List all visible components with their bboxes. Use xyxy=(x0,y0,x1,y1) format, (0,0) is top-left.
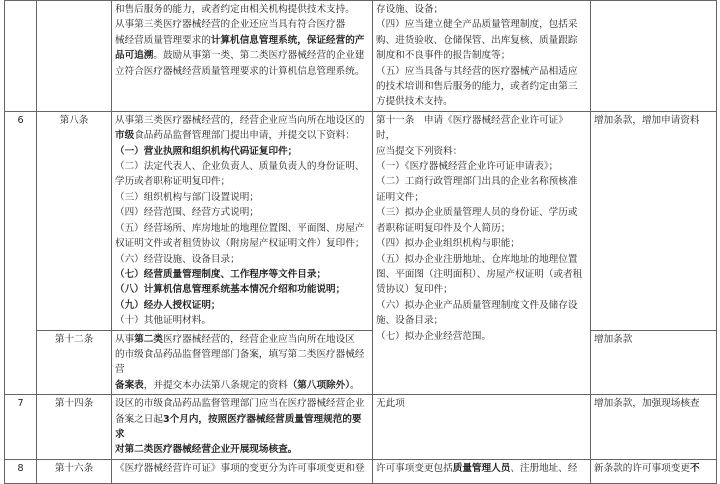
text-line xyxy=(376,329,587,344)
text-line xyxy=(115,347,369,378)
text-line xyxy=(115,190,369,205)
text-segment: （二）法定代表人、企业负责人、质量负责人的身份证明、 xyxy=(115,161,365,173)
table-row xyxy=(5,330,717,395)
text-segment: 的市级食品药品监督管理部门备案，填写第二类医疗器械经营 xyxy=(115,348,365,376)
old-regulation-text-cell xyxy=(373,111,591,394)
text-segment: 许可事项变更包括 xyxy=(376,462,453,474)
text-segment: 图、平面图（注明面积）、房屋产权证明（或者租 xyxy=(376,268,583,280)
article-cell: 第十四条 xyxy=(37,395,112,460)
text-segment: ，并提交本办法第八条规定的资料 xyxy=(143,379,288,391)
article-cell: 第八条 xyxy=(37,111,112,330)
text-segment: 。 xyxy=(350,379,360,391)
table-row xyxy=(5,395,717,460)
text-segment: （一）《医疗器械经营企业许可证申请表》； xyxy=(376,161,559,173)
text-line xyxy=(115,174,369,189)
text-line xyxy=(376,48,587,63)
text-segment: 。鼓励从事第一类、第二类医疗器械经营的企业建 xyxy=(153,50,365,62)
text-line xyxy=(376,267,587,282)
text-line xyxy=(115,412,369,443)
text-line xyxy=(115,267,369,282)
text-segment: （十）其他证明材料。 xyxy=(115,315,211,327)
text-line xyxy=(115,396,369,411)
bold-text: 3个月内，按照医疗器械经营质量管理规范的要求 xyxy=(115,413,362,440)
change-note-cell xyxy=(591,459,717,483)
text-line xyxy=(376,159,587,174)
bold-text: （八）计算机信息管理系统基本情况介绍和功能说明； xyxy=(115,284,346,296)
text-line xyxy=(376,313,587,328)
row-number-cell: 8 xyxy=(5,459,37,483)
text-segment: 制度和不良事件的报告制度等； xyxy=(376,50,511,62)
text-segment: （四）经营范围、经营方式说明； xyxy=(115,207,259,219)
text-line xyxy=(115,313,369,328)
text-line xyxy=(115,33,369,48)
new-regulation-text-cell xyxy=(112,111,373,330)
text-line xyxy=(376,17,587,32)
bold-text: 计算机信息管理系统，保证经营的产 xyxy=(210,34,365,46)
text-line xyxy=(376,190,587,205)
text-line xyxy=(376,282,587,297)
text-segment: 应当提交下列资料： xyxy=(376,145,463,157)
text-line xyxy=(376,144,587,159)
text-segment: 食品药品监督管理部门提出申请，并提交以下资料： xyxy=(134,130,355,142)
bold-text: 不 xyxy=(689,462,700,474)
text-line xyxy=(115,378,369,393)
text-segment: 证明文件； xyxy=(376,191,424,203)
text-line xyxy=(376,298,587,313)
text-segment: 存设施、设备； xyxy=(376,4,444,15)
new-regulation-text-cell xyxy=(112,1,373,112)
text-line xyxy=(115,236,369,251)
bold-text: 质量管理人员 xyxy=(452,462,511,474)
text-segment: 权证明文件或者租赁协议（附房屋产权证明文件）复印件； xyxy=(115,238,365,250)
text-line xyxy=(376,2,587,17)
change-note-cell: 增加条款 xyxy=(591,330,717,395)
text-line xyxy=(376,33,587,48)
text-line xyxy=(376,94,587,109)
text-line xyxy=(115,282,369,297)
text-line xyxy=(376,79,587,94)
change-note-cell xyxy=(591,1,717,112)
row-number-cell: 6 xyxy=(5,111,37,394)
text-line xyxy=(115,461,369,476)
table-row xyxy=(5,1,717,112)
text-line xyxy=(376,252,587,267)
text-line xyxy=(376,174,587,189)
text-line xyxy=(376,236,587,251)
new-regulation-text-cell xyxy=(112,395,373,460)
article-cell xyxy=(37,1,112,112)
text-line xyxy=(376,205,587,220)
regulation-comparison-table xyxy=(4,0,717,484)
text-segment: 购、进货验收、仓储保管、出库复核、质量跟踪 xyxy=(376,34,578,46)
text-segment: 和售后服务的能力，或者约定由相关机构提供技术支持。 xyxy=(115,4,355,15)
bold-text: 品可追溯 xyxy=(115,50,154,62)
text-segment: 者职称证明复印件及个人简历； xyxy=(376,222,511,234)
old-regulation-text-cell xyxy=(373,395,591,460)
bold-text: 备案表 xyxy=(115,379,144,391)
text-segment: 无此项 xyxy=(376,398,405,410)
text-segment: 立符合医疗器械经营质量管理要求的计算机信息管理系统。 xyxy=(115,65,365,77)
row-number-cell xyxy=(5,1,37,112)
text-line xyxy=(115,64,369,79)
text-segment: 施、设备目录； xyxy=(376,315,444,327)
text-segment: （五）应当具备与其经营的医疗器械产品相适应 xyxy=(376,65,578,77)
text-segment: 、注册地址、经 xyxy=(510,462,578,474)
text-segment: 从事第三类医疗器械经营的企业还应当具有符合医疗器 xyxy=(115,19,346,31)
text-segment: 从事第三类医疗器械经营的，经营企业应当向所在地设区的 xyxy=(115,114,365,126)
old-regulation-text-cell xyxy=(373,1,591,112)
text-segment: 的技术培训和售后服务的能力，或者约定由第三 xyxy=(376,81,578,93)
text-line xyxy=(376,461,587,476)
text-line xyxy=(115,144,369,159)
bold-text: 市级 xyxy=(115,130,135,142)
text-segment: （六）经营设施、设备目录； xyxy=(115,253,240,265)
text-segment: （三）拟办企业质量管理人员的身份证、学历或 xyxy=(376,207,578,219)
text-line xyxy=(115,221,369,236)
bold-text: 第二类 xyxy=(134,333,163,345)
text-line xyxy=(376,221,587,236)
text-line xyxy=(115,159,369,174)
text-segment: （五）经营场所、库房地址的地理位置图、平面图、房屋产 xyxy=(115,222,365,234)
text-segment: （六）拟办企业产品质量管理制度文件及储存设 xyxy=(376,299,578,311)
text-segment: （四）拟办企业组织机构与职能； xyxy=(376,238,520,250)
text-segment: 新条款的许可事项变更 xyxy=(594,462,690,474)
text-line xyxy=(376,113,587,144)
table-row xyxy=(5,111,717,330)
text-segment: 备案之日起 xyxy=(115,413,163,425)
text-segment: （二）工商行政管理部门出具的企业名称预核准 xyxy=(376,176,578,188)
text-line xyxy=(376,396,587,411)
row-number-cell: 7 xyxy=(5,395,37,460)
table-row xyxy=(5,459,717,483)
bold-text: （第八项除外） xyxy=(287,379,351,391)
text-segment: 从事 xyxy=(115,333,135,345)
text-segment: 学历或者职称证明复印件； xyxy=(115,176,231,188)
text-segment: 《医疗器械经营许可证》事项的变更分为许可事项变更和登 xyxy=(115,462,365,474)
text-segment: 第十一条 申请《医疗器械经营企业许可证》时， xyxy=(376,114,568,142)
new-regulation-text-cell xyxy=(112,459,373,483)
text-line xyxy=(115,48,369,63)
text-segment: （七）拟办企业经营范围。 xyxy=(376,330,492,342)
text-segment: 医疗器械经营的，经营企业应当向所在地设区 xyxy=(162,333,355,345)
text-line xyxy=(115,298,369,313)
text-segment: （三）组织机构与部门设置说明； xyxy=(115,191,259,203)
text-line xyxy=(115,252,369,267)
text-segment: 方提供技术支持。 xyxy=(376,96,453,108)
old-regulation-text-cell xyxy=(373,459,591,483)
text-segment: （四）应当建立健全产品质量管理制度，包括采 xyxy=(376,19,578,31)
text-segment: （五）拟办企业注册地址、仓库地址的地理位置 xyxy=(376,253,578,265)
bold-text: 对第二类医疗器械经营企业开展现场核查。 xyxy=(115,444,298,456)
bold-text: （一）营业执照和组织机构代码证复印件； xyxy=(115,145,298,157)
text-line xyxy=(115,332,369,347)
text-line xyxy=(376,64,587,79)
text-line xyxy=(115,2,369,17)
new-regulation-text-cell xyxy=(112,330,373,395)
article-cell: 第十二条 xyxy=(37,330,112,395)
text-segment: 设区的市级食品药品监督管理部门应当在医疗器械经营企业 xyxy=(115,398,365,410)
text-line xyxy=(115,17,369,32)
change-note-cell: 增加条款，加强现场核查 xyxy=(591,395,717,460)
text-segment: 械经营质量管理要求的 xyxy=(115,34,211,46)
text-line xyxy=(115,128,369,143)
text-line xyxy=(115,113,369,128)
bold-text: （七）经营质量管理制度、工作程序等文件目录； xyxy=(115,268,327,280)
text-segment: 赁协议）复印件； xyxy=(376,284,453,296)
text-line xyxy=(115,205,369,220)
article-cell: 第十六条 xyxy=(37,459,112,483)
text-line xyxy=(115,442,369,457)
bold-text: （九）经办人授权证明； xyxy=(115,299,221,311)
change-note-cell: 增加条款，增加申请资料 xyxy=(591,111,717,330)
